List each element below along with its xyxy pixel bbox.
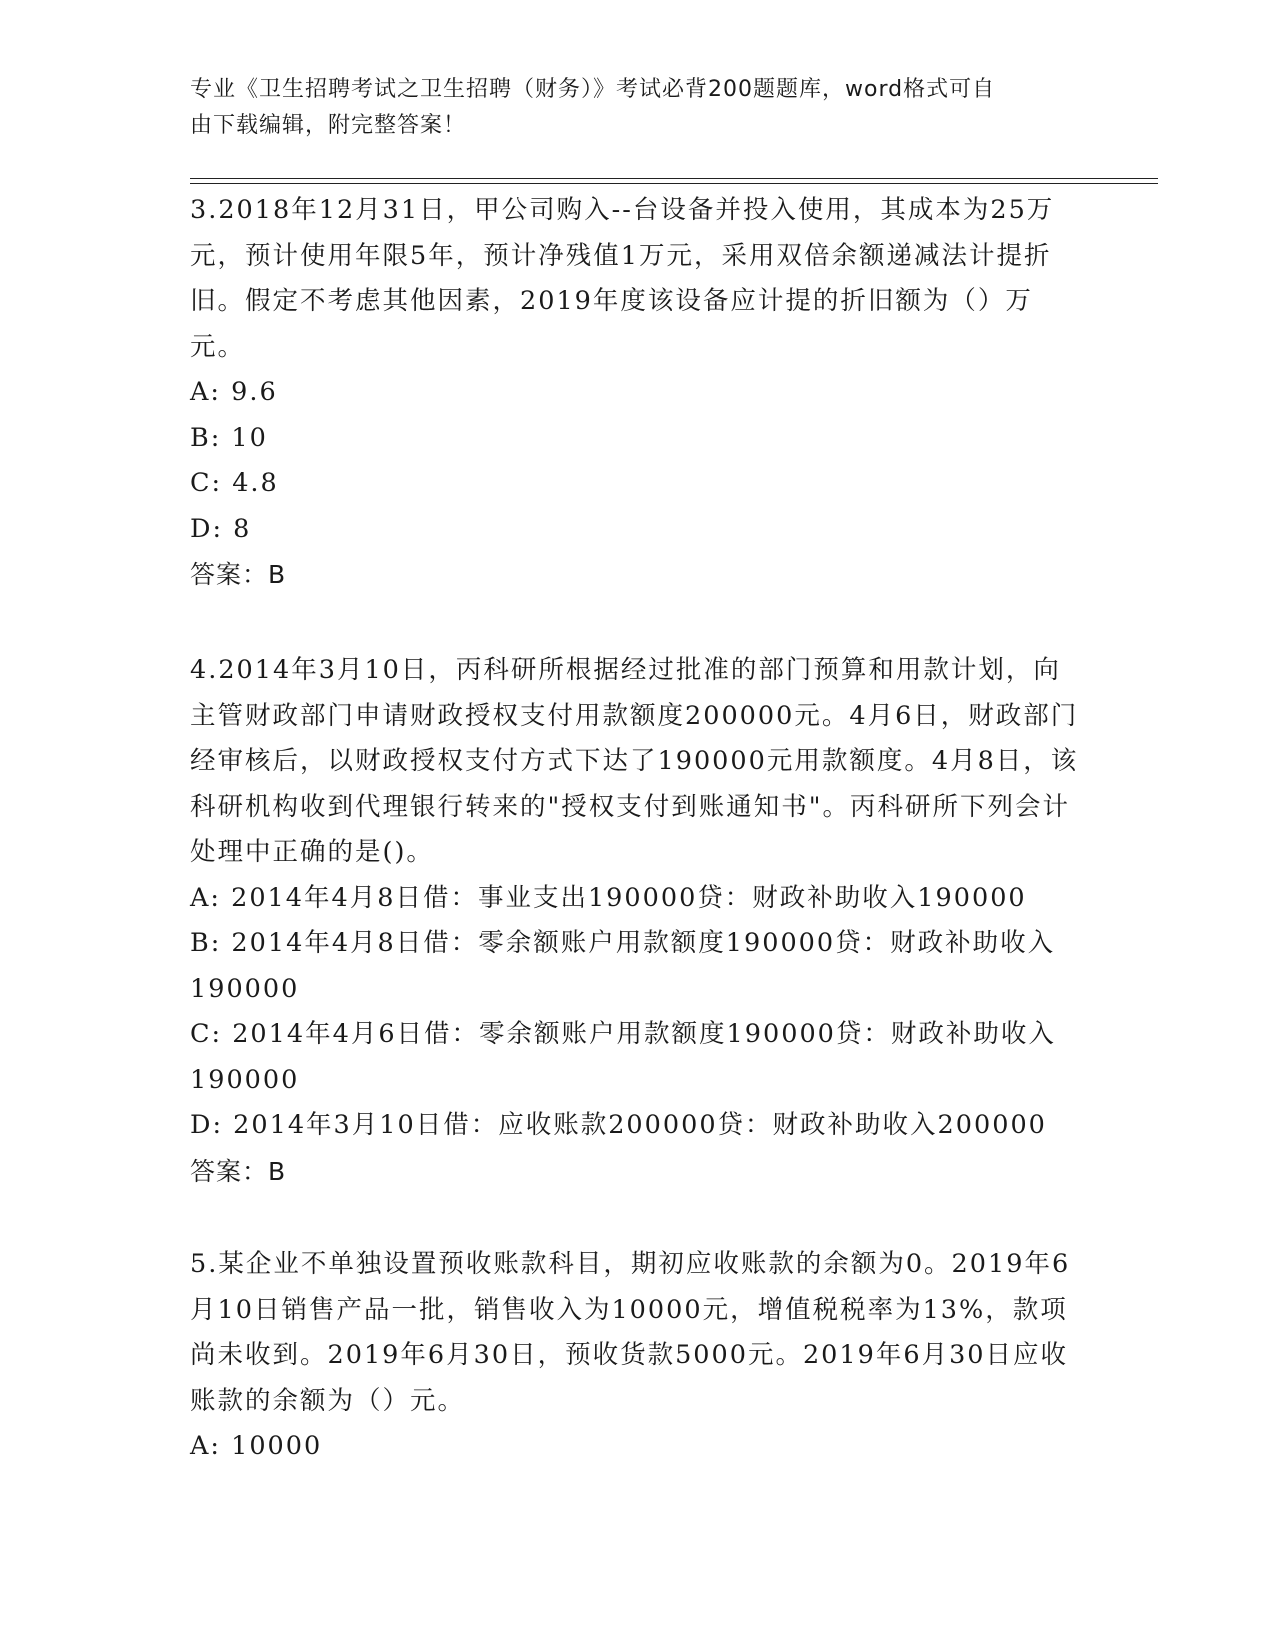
option-c: C: 2014年4月6日借：零余额账户用款额度190000贷：财政补助收入190000: [190, 1019, 1056, 1095]
question-stem: 5.某企业不单独设置预收账款科目，期初应收账款的余额为0。2019年6月10日销售产品一批，销售收入为10000元，增值税税率为13%，款项尚未收到。2019年6月30日，预收货款5000元。2019年6月30日应收账款的余额为（）元。: [190, 1249, 1071, 1416]
option-a: A: 10000: [190, 1431, 323, 1461]
option-d: D: 8: [190, 513, 252, 544]
header-title-line-1: 专业《卫生招聘考试之卫生招聘（财务）》考试必背200题题库，word格式可自: [190, 77, 996, 102]
question-stem: 3.2018年12月31日，甲公司购入--台设备并投入使用，其成本为25万元，预计使用年限5年，预计净残值1万元，采用双倍余额递减法计提折旧。假定不考虑其他因素，2019年度该设备应计提的折旧额为（）万元。: [190, 195, 1055, 362]
question-4: [190, 648, 1080, 1194]
question-5: [190, 1242, 1080, 1470]
header-title-line-2: 由下载编辑，附完整答案！: [190, 113, 467, 138]
question-stem: 4.2014年3月10日，丙科研所根据经过批准的部门预算和用款计划，向主管财政部门申请财政授权支付用款额度200000元。4月6日，财政部门经审核后，以财政授权支付方式下达了190000元用款额度。4月8日，该科研机构收到代理银行转来的"授权支付到账通知书"。丙科研所下列会计处理中正确的是()。: [190, 655, 1079, 867]
option-a: A: 2014年4月8日借：事业支出190000贷：财政补助收入190000: [190, 882, 1027, 913]
option-b: B: 10: [190, 422, 268, 453]
option-a: A: 9.6: [190, 377, 278, 407]
header-divider-top: [190, 178, 1158, 179]
header-divider-bottom: [190, 183, 1158, 184]
document-header: [190, 72, 1070, 144]
question-3: [190, 188, 1080, 598]
option-c: C: 4.8: [190, 468, 279, 498]
option-b: B: 2014年4月8日借：零余额账户用款额度190000贷：财政补助收入190000: [190, 928, 1056, 1004]
answer: 答案：B: [190, 1156, 287, 1186]
option-d: D: 2014年3月10日借：应收账款200000贷：财政补助收入200000: [190, 1110, 1047, 1140]
answer: 答案：B: [190, 560, 287, 589]
